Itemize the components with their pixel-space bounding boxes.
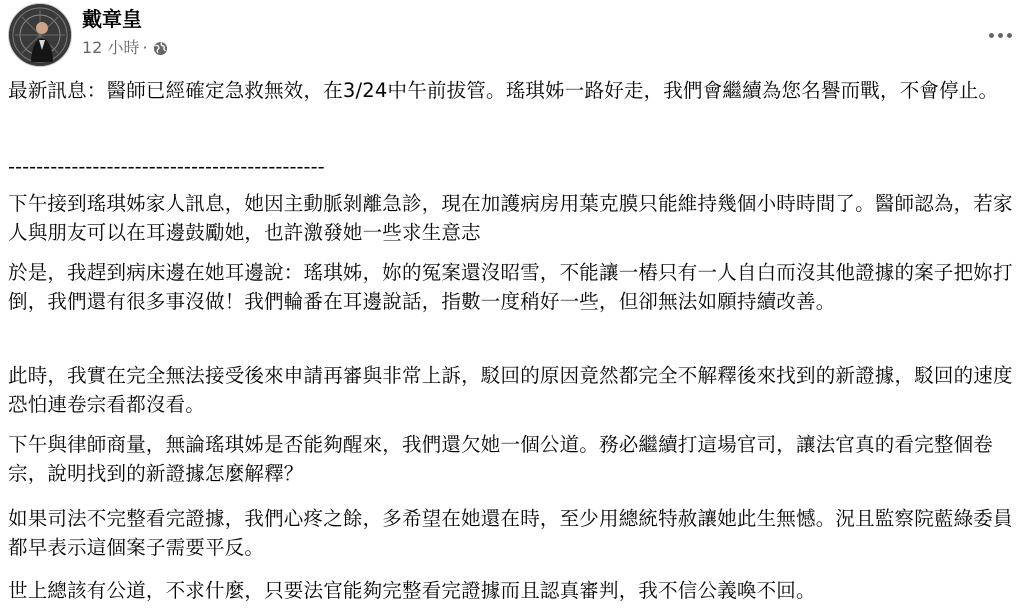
- post-paragraph: 於是，我趕到病床邊在她耳邊說：瑤琪姊，妳的冤案還沒昭雪，不能讓一樁只有一人自白而沒其他證據的案子把妳打倒，我們還有很多事沒做！我們輪番在耳邊說話，指數一度稍好一些，但卻無法如願持續改善。: [8, 261, 1013, 313]
- avatar[interactable]: [8, 3, 72, 67]
- post-paragraph: 如果司法不完整看完證據，我們心疼之餘，多希望在她還在時，至少用總統特赦讓她此生無憾。況且監察院藍綠委員都早表示這個案子需要平反。: [8, 507, 1013, 559]
- post-header: [8, 3, 1018, 67]
- post-paragraph: 下午接到瑤琪姊家人訊息，她因主動脈剝離急診，現在加護病房用葉克膜只能維持幾個小時時間了。醫師認為，若家人與朋友可以在耳邊鼓勵她，也許激發她一些求生意志: [8, 192, 1013, 244]
- post-timestamp[interactable]: 12 小時: [82, 38, 140, 57]
- post-meta: [82, 38, 168, 58]
- post-paragraph: 最新訊息：醫師已經確定急救無效，在3/24中午前拔管。瑤琪姊一路好走，我們會繼續為您名譽而戰，不會停止。: [8, 79, 999, 102]
- post-paragraph: 世上總該有公道，不求什麼，只要法官能夠完整看完證據而且認真審判，我不信公義喚不回。: [8, 579, 816, 602]
- post-paragraph: 下午與律師商量，無論瑤琪姊是否能夠醒來，我們還欠她一個公道。務必繼續打這場官司，讓法官真的看完整個卷宗，說明找到的新證據怎麼解釋？: [8, 433, 994, 485]
- meta-separator: ·: [142, 38, 148, 57]
- more-options-icon: [989, 33, 1012, 38]
- globe-icon[interactable]: [153, 41, 168, 56]
- post-divider: ---------------------------------------------: [8, 155, 325, 178]
- more-options-button[interactable]: [982, 17, 1018, 53]
- author-name[interactable]: 戴章皇: [82, 7, 142, 31]
- post-paragraph: 此時，我實在完全無法接受後來申請再審與非常上訴，駁回的原因竟然都完全不解釋後來找到的新證據，駁回的速度恐怕連卷宗看都沒看。: [8, 364, 1013, 416]
